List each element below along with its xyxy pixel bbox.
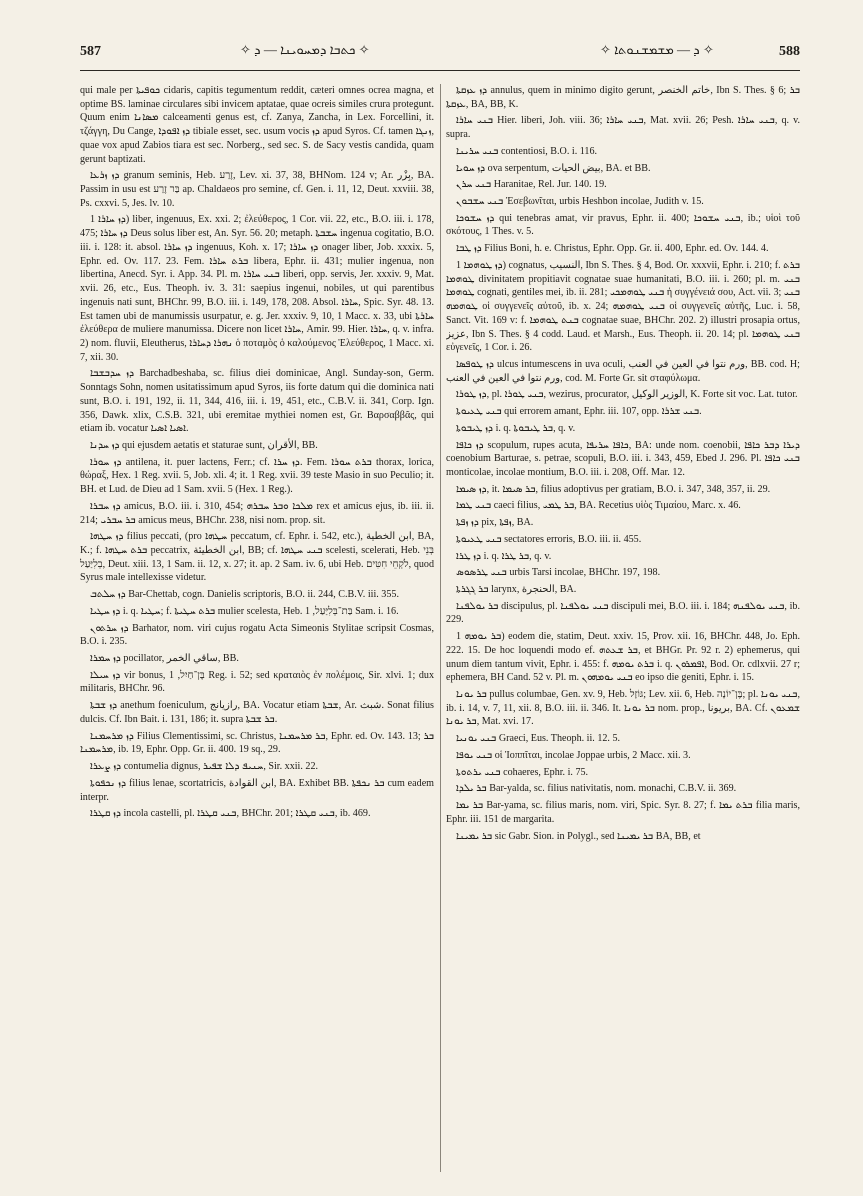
page-header bbox=[80, 40, 800, 66]
dictionary-entry: ܕܙ ܚܘܪܐ antilena, it. puer lactens, Ferr.; cf. ܕܙ ܚܪܐ. Fem. ܒܪܬ ܚܘܪܐ thorax, lorica, θώραξ, Hex. 1 Reg. xvii. 5, Job. xli. 4; it. 1 Reg. xvii. 39 teste Masio in suo Peculio; it. BH. et Lud. de Dieu ad 1 Sam. xvii. 5 (Hex. 1 Reg.). bbox=[80, 456, 434, 496]
dictionary-entry: ܕܙ ܫܒܬܐ anethum foeniculum, رازيانج, BA. Vocatur etiam ܫܒܬܐ, Ar. شبث. Sonat filius dulcis. Cf. Ibn Bait. i. 131, 186; it. supra ܒܪ ܫܒܬܐ. bbox=[80, 700, 434, 725]
dictionary-entry: ܕܙ ܛܒܐ Filius Boni, h. e. Christus, Ephr. Opp. Gr. ii. 400, Ephr. ed. Ov. 144. 4. bbox=[456, 243, 769, 255]
dictionary-entry: ܕܙ ܚܛܝܐ i. q. ܚܛܝܐ; f. ܒܪܬ ܚܛܝܬܐ mulier scelesta, Heb. בַּת־בְּלִיַּעַל, 1 Sam. i. 16. bbox=[90, 605, 399, 617]
dictionary-entry: ܒܪ ܝܠܕܐ Bar-yalda, sc. filius nativitatis, nom. monachi, C.B.V. ii. 369. bbox=[456, 783, 737, 795]
left-column bbox=[80, 84, 434, 1174]
dictionary-entry: ܕܙ ܚܠܬܒ Bar-Chettab, cogn. Danielis scriptoris, B.O. ii. 244, C.B.V. iii. 355. bbox=[90, 589, 399, 601]
dictionary-entry: ܒܪ ܓܓܪܬܐ larynx, الحنجرة, BA. bbox=[456, 584, 577, 595]
dictionary-entry: ܕܙ ܚܡܪܐ pocillator, ساقي الخمر, BB. bbox=[90, 653, 239, 665]
dictionary-entry: ܕܙ ܟܐܦܐ scopulum, rupes acuta, ܟܐܦܐ ܚܪܝܦܐ, BA: unde nom. coenobii, ܕܝܪܐ ܕܒܪ ܟܐܦܐ coenobium Barturae, s. petrae, scopuli, B.O. iii. i. 343, 459, Ebed J. 296. Pl. ܒܢܝ ܟܐܦܐ monticolae, incolae montium, B.O. iii. i. 208, Off. Mar. 12. bbox=[446, 439, 800, 478]
right-column bbox=[446, 84, 800, 1174]
dictionary-entry: ܕܙ ܛܪܐ i. q. ܒܪ ܛܪܐ, q. v. bbox=[456, 550, 552, 562]
page-number-left: 587 bbox=[80, 44, 101, 59]
dictionary-entry: ܒܢܝ ܛܥܝܘܬܐ qui errorem amant, Ephr. iii. 107, opp. ܒܢܝ ܫܪܪܐ. bbox=[456, 406, 702, 418]
dictionary-entry: ܕܙ ܩܛܪܐ incola castelli, pl. ܒܢܝ ܩܛܪܐ, BHChr. 201; ܒܢܝ ܩܛܪܐ, ib. 469. bbox=[90, 808, 371, 820]
dictionary-entry: ܕܙ ܛܘܗܡܐ 1) cognatus, النسيب, Ibn S. Thes. § 4, Bod. Or. xxxvii, Ephr. i. 210; f. ܒܪܬ ܛܘܗܡܐ divinitatem propitiavit cognatae suae humanitati, B.O. iii. i. 260; pl. m. ܒܢܝ ܛܘܗܡܐ cognati, gentiles mei, ib. ii. 281; ܒܢܝ ܛܘܗܡܟܝ ἡ συγγένειά σου, Act. vii. 3; ܒܢܝ ܛܘܗܡܗ οἱ συγγενεῖς αὐτοῦ, ib. x. 24; ܒܢܝ ܛܘܗܡܗ οἱ συγγενεῖς αὐτῆς, Luc. i. 58, Sanct. Vit. 169 v: f. ܒܢܬ ܛܘܗܡܐ cognatae suae, BHChr. 202. 2) illustri prosapia ortus, عزيز, Ibn S. Thes. § 4 codd. Laud. et Marsh., Eus. Theoph. ii. 20. 14; pl. ܒܢܝ ܛܘܗܡܐ εὐγενεῖς, 1 Cor. i. 26. bbox=[446, 259, 800, 354]
dictionary-entry: ܕܙ ܥܙܩܬܐ annulus, quem in minimo digito gerunt, خاتم الخنصر, Ibn S. Thes. § 6; ܒܪ ܥܙܩܬܐ, BA, BB, K. bbox=[446, 85, 800, 110]
dictionary-entry: ܒܢܝ ܛܥܝܘܬܐ sectatores erroris, B.O. iii. ii. 455. bbox=[456, 533, 642, 545]
dictionary-entry: ܒܢܝ ܝܪܬܘܬܐ cohaeres, Ephr. i. 75. bbox=[456, 766, 589, 778]
dictionary-entry: ܒܢܝ ܚܐܪܐ Hier. liberi, Joh. viii. 36; ܒܢܝ ܚܐܪܐ, Mat. xvii. 26; Pesh. ܒܢܝ ܚܐܪܐ, q. v. supra. bbox=[446, 115, 800, 141]
dictionary-entry: ܒܢܝ ܚܪܢ Haranitae, Rel. Jur. 140. 19. bbox=[456, 179, 607, 191]
dictionary-entry: ܕܙ ܛܘܪܐ, pl. ܒܢܝ ܛܘܪܐ, wezirus, procurator, الوزير الوكيل, K. Forte sit voc. Lat. tutor. bbox=[456, 389, 798, 401]
dictionary-entry: ܒܪ ܝܡܐ Bar-yama, sc. filius maris, nom. viri, Spic. Syr. 8. 27; f. ܒܪܬ ܝܡܐ filia maris, Ephr. iii. 151 de margarita. bbox=[446, 800, 800, 825]
dictionary-entry: ܒܢܝ ܝܘܦܐ οἱ Ἰοππῖται, incolae Joppae urbis, 2 Macc. xii. 3. bbox=[456, 749, 691, 761]
dictionary-entry: ܕܙ ܚܒܪܐ amicus, B.O. iii. i. 310, 454; ܡܠܟܐ ܘܒܪ ܚܒܪܗ rex et amicus ejus, ib. iii. ii. 214; ܒܪ ܚܒܪܝ amicus meus, BHChr. 238, nisi nom. prop. sit. bbox=[80, 500, 434, 526]
dictionary-entry: ܕܙ ܛܝܒܘܬܐ i. q. ܒܪ ܛܝܒܘܬܐ, q. v. bbox=[456, 422, 576, 434]
dictionary-entry: ܒܪ ܝܘܡܗ 1) eodem die, statim, Deut. xxiv. 15, Prov. xii. 16, BHChr. 448, Jo. Eph. 222. 15. De hoc loquendi modo ef. ܒܪ ܫܥܬܗ, et BHGr. Pr. 92 r. 2) ephemerus, qui unum diem tantum vivit, Ephr. i. 455: f. ܒܪܬ ܝܘܡܗ i. q. ܐܦܡܪܘܢ, Bod. Or. cdlxvii. 27 r; ephemera, BH Cand. 52 v. Pl. m. ܒܢܝ ܝܘܡܗܘܢ eo ipso die geniti, Ephr. i. 15. bbox=[446, 631, 800, 684]
dictionary-entry: ܕܙ ܚܪܬܘܢ Barhator, nom. viri cujus rogatu Acta Simeonis Stylitae scripsit Cosmas, B.O. i. 235. bbox=[80, 622, 434, 648]
dictionary-entry: ܕܙ ܚܫܘܟܐ qui tenebras amat, vir pravus, Ephr. ii. 400; ܒܢܝ ܚܫܘܟܐ, ib.; υἱοὶ τοῦ σκότους, 1 Thes. v. 5. bbox=[446, 212, 800, 238]
dictionary-entry: ܒܢܝ ܚܫܒܘܢ Ἐσεβωνῖται, urbis Heshbon incolae, Judith v. 15. bbox=[456, 196, 704, 208]
page-number-right: 588 bbox=[779, 44, 800, 59]
dictionary-entry: ܒܪ ܝܘܠܦܢܐ discipulus, pl. ܒܢܝ ܝܘܠܦܢܐ discipuli mei, B.O. iii. i. 184; ܒܢܝ ܝܘܠܦܢܗ, ib. 229. bbox=[446, 600, 800, 626]
dictionary-entry: ܕܙ ܙܦܬܐ pix, ܙܦܬܐ, BA. bbox=[456, 517, 534, 529]
dictionary-entry: ܕܙ ܙܪܥܐ granum seminis, Heb. זֶרַע, Lev. xi. 37, 38, BHNom. 124 v; Ar. بِزْر, BA. Passim in usu est בַּר זֶרַע ap. Chaldaeos pro semine, cf. Gen. i. 11, 12, Deut. xxviii. 38, Ps. cxxvi. 5, Jes. lv. 10. bbox=[80, 170, 434, 209]
column-divider bbox=[440, 84, 441, 1172]
dictionary-entry: ܒܢܝ ܝܘܢܝܐ Graeci, Eus. Theoph. ii. 12. 5. bbox=[456, 733, 621, 745]
dictionary-entry: ܕܙ ܚܛܗܐ filius peccati, (pro ܚܛܗܐ peccatum, cf. Ephr. i. 542, etc.), ابن الخطية, BA, K.; f. ܒܪܬ ܚܛܗܐ peccatrix, ابن الخطيئة, BB; cf. ܒܢܝ ܚܛܗܐ scelesti, scelerati, Heb. בְּנֵי בְלִיַּעַל, Deut. xiii. 13, 1 Sam. ii. 12, x. 27; it. ap. 2 Sam. iv. 6, ubi Heb. לֹקְחֵי חִטִּים, quod Syrus male intellexisse videtur. bbox=[80, 531, 434, 584]
dictionary-entry: ܕܙ ܚܘܝܐ ova serpentum, بيض الحيات, BA. et BB. bbox=[456, 162, 651, 174]
dictionary-entry: ܕܙ ܚܐܪܐ 1) liber, ingenuus, Ex. xxi. 2; ἐλεύθερος, 1 Cor. vii. 22, etc., B.O. iii. i. 178, 475; ܕܙ ܚܐܪܐ Deus solus liber est, An. Syr. 56. 20; metaph. ܚܫܒܬܐ ingenua cogitatio, B.O. iii. i. 128: it. absol. ܕܙ ܚܐܪܐ ingenuus, Koh. x. 17; ܕܙ ܚܐܪܐ onager liber, Job. xxxix. 5, Ephr. ed. Ov. 117. 23. Fem. ܒܪܬ ܚܐܪܐ libera, Ephr. ii. 431; mulier ingenua, non libertina, Anecd. Syr. i. App. 34. Pl. m. ܒܢܝ ܚܐܪܐ liberi, opp. servis, Jer. xxxiv. 9, Mat. xvii. 26, etc., Eus. Theoph. iv. 3. 31: saepius ingenui, nobiles, ut qui parentibus ingenuis nati sunt, BHChr. 99, B.O. iii. i. 149, 178, 208. Absol. ܚܐܪܐ, Spic. Syr. 48. 13. Est tamen ubi de manumissis usurpatur, e. g. Jer. xxxiv. 9, 10, 1 Macc. x. 33, ubi ܚܐܪܬܐ ἐλεύθερα de muliere manumissa. Dicere non licet ܚܐܪܐ, Amir. 99. Hier. ܚܐܪܐ, q. v. infra. 2) nom. fluvii, Eleutherus, ܢܗܪܐ ܕܚܐܪܐ ὁ ποταμὸς ὁ καλούμενος Ἐλεύθερος, 1 Macc. xi. 7, xii. 30. bbox=[80, 214, 434, 363]
dictionary-entry: ܕܙ ܣܝܡܐ, it. ܒܪ ܣܝܡܐ, filius adoptivus per gratiam, B.O. i. 347, 348, 357, ii. 29. bbox=[456, 483, 771, 495]
dictionary-entry: ܕܙ ܢܟܦܘܬܐ filius lenae, scortatricis, ابن القوادة, BA. Exhibet BB. ܒܪ ܢܟܦܬܐ cum eadem interpr. bbox=[80, 777, 434, 803]
dictionary-entry: ܕܙ ܚܕܒܫܒܐ Barchadbeshaba, sc. filius diei dominicae, Angl. Sunday-son, Germ. Sonntags Sohn, nomen usitatissimum apud Syros, iis forte datum qui die dominica nati sunt, B.O. i. 191, 192, ii. 11, 344, 416, iii. i. 19, 451, etc., C.B.V. ii. 341, Corp. Ign. 356, Dawk. xlix, C.S.B. 321, ubi eremitae mythiei nomen est, Gr. Βαρσαββᾶς, qui etiam ib. vocatur ܐܣܝܐ ܐܣܝܐ. bbox=[80, 368, 434, 435]
running-head-right: ✧ ܕ — ܡܫܡܫܢܘܬܐ ✧ bbox=[600, 42, 714, 57]
dictionary-entry: ܒܢܝ ܚܪܝܢܐ contentiosi, B.O. i. 116. bbox=[456, 145, 598, 157]
dictionary-entry: ܒܪ ܝܡܝܢܐ sic Gabr. Sion. in Polygl., sed ܒܪ ܝܡܝܢܐ BA, BB, et bbox=[456, 830, 701, 842]
dictionary-entry: ܒܢܝ ܛܪܣܘܣ urbis Tarsi incolae, BHChr. 197, 198. bbox=[456, 567, 661, 579]
dictionary-entry: ܕܙ ܛܘܦܣܐ ulcus intumescens in uva oculi, ورم نتوا في العين في العنب, BB. cod. H; ورم نتوا في العين في العنب, cod. M. Forte Gr. sit σταφύλωμα. bbox=[446, 358, 800, 384]
dictionary-entry: ܒܪ ܝܘܢܐ pullus columbae, Gen. xv. 9, Heb. גּוֹזָל; Lev. xii. 6, Heb. בֶּן־יוֹנָה; pl. ܒܢܝ ܝܘܢܐ, ib. i. 14, v. 7, 11, xii. 8, B.O. iii. ii. 346. It. ܒܪ ܝܘܢܐ nom. prop., بريونا, BA. Cf. ܫܡܥܘܢ ܒܪ ܝܘܢܐ, Mat. xvi. 17. bbox=[446, 689, 800, 728]
dictionary-entry: ܕܙ ܚܝܠܐ vir bonus, בֶּן־חַיִל, 1 Reg. i. 52; sed κραταιὸς ἐν πολέμοις, Sir. xlvi. 1; dux militaris, BHChr. 96. bbox=[80, 669, 434, 695]
dictionary-entry: ܕܙ ܨܥܪܐ contumelia dignus, ܚܢܝܦ ܕܠܐ ܫܦܝܪ, Sir. xxii. 22. bbox=[90, 761, 319, 773]
dictionary-entry: ܒܢܝ ܛܡܐ caeci filius, ܒܪ ܛܡܝ, BA. Recetius υἱὸς Τιμαίου, Marc. x. 46. bbox=[456, 500, 741, 512]
header-rule bbox=[80, 70, 800, 71]
dictionary-entry: ܕܙ ܚܕܢܐ qui ejusdem aetatis et staturae sunt, الأقران, BB. bbox=[90, 439, 318, 451]
dictionary-entry: qui male per ܟܘܦܝܬܐ cidaris, capitis tegumentum reddit, cæteri omnes ocrea magna, et optime BS. laminae circulares sibi invicem aptatae, quae ocreis similes crura protegunt. Quum enim ܡܣܐܢܐ calceamenti genus est, cf. Zanya, Zancha, in Lex. Forcellini, it. τζάγγη, Du Cange, ܕܙ ܐܦܘܕܐ tibiale esset, sec. usum vocis ܕܙ apud Syros. Cf. tamen ܙܢܓܐ, quae vox apud Zabios tiara est sec. Norberg., sed sec. S. de Sacy vestis candida, quam gerunt baptizati. bbox=[80, 85, 434, 165]
running-head-left: ✧ ܟܬܒܐ ܕܡܚܘܝܢܐ — ܕ ✧ bbox=[240, 42, 370, 57]
dictionary-entry: ܕܙ ܡܪܚܡܢܐ Filius Clementissimi, sc. Christus, ܒܪ ܡܪܚܡܢܐ, Ephr. ed. Ov. 143. 13; ܒܪ ܡܪܚܡܢܐ, ib. 19, Ephr. Opp. Gr. ii. 400. 19 sq., 29. bbox=[80, 730, 434, 756]
